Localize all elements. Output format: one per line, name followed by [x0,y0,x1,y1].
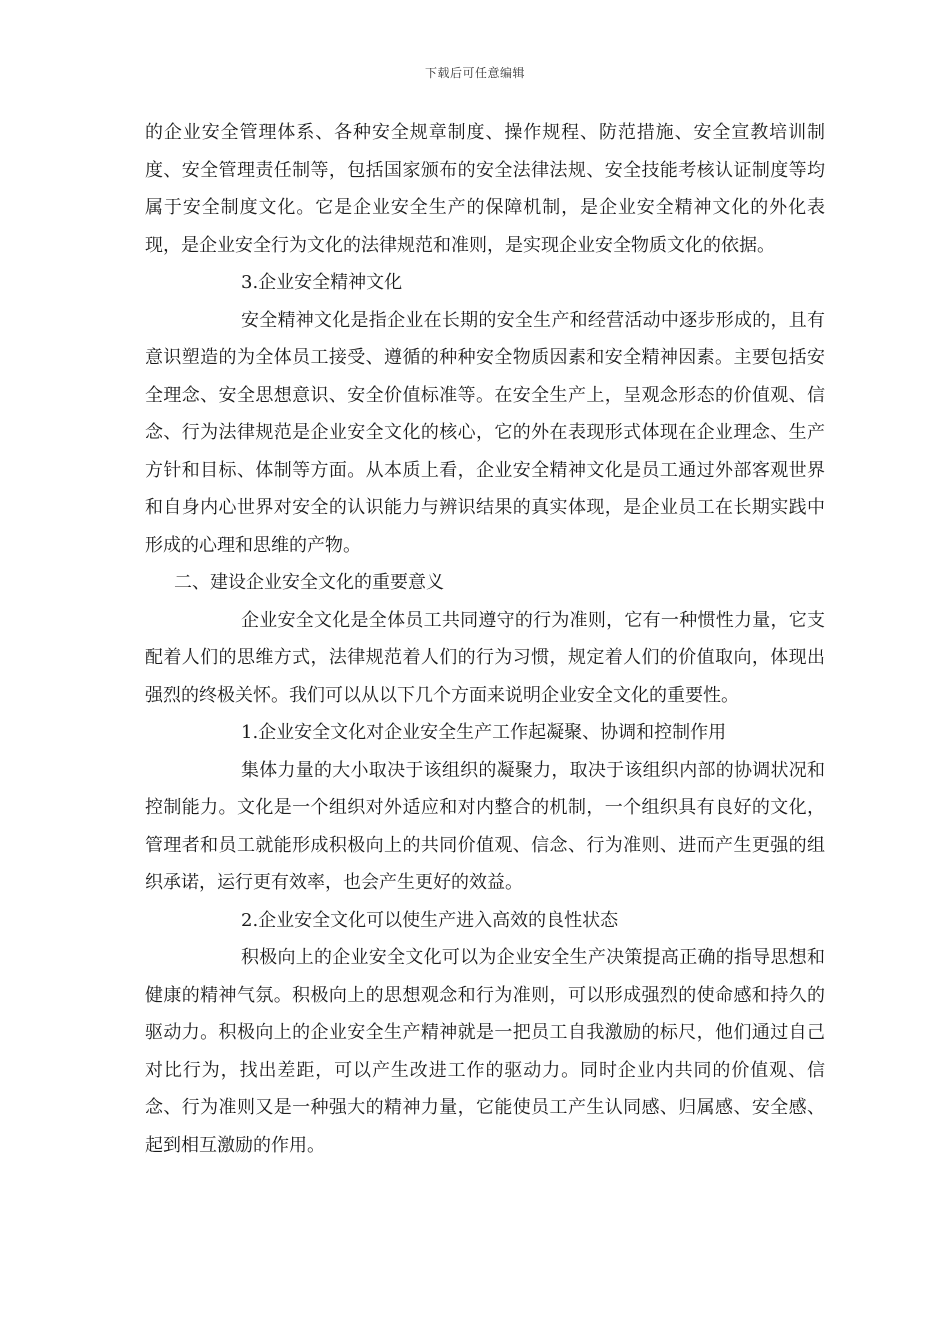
heading-efficiency: 2.企业安全文化可以使生产进入高效的良性状态 [241,909,619,931]
page-header: 下载后可任意编辑 [424,66,525,80]
paragraph-efficiency: 积极向上的企业安全文化可以为企业安全生产决策提高正确的指导思想和健康的精神气氛。积极向上的思想观念和行为准则，可以形成强烈的使命感和持久的驱动力。积极向上的企业安全生产精神就是一把员工自我激励的标尺，他们通过自己对比行为，找出差距，可以产生改进工作的驱动力。同时企业内共同的价值观、信念、行为准则又是一种强大的精神力量，它能使员工产生认同感、归属感、安全感、起到相互激励的作用。 [145,947,825,1156]
paragraph-institutional-culture: 的企业安全管理体系、各种安全规章制度、操作规程、防范措施、安全宣教培训制度、安全管理责任制等，包括国家颁布的安全法律法规、安全技能考核认证制度等均属于安全制度文化。它是企业安全生产的保障机制，是企业安全精神文化的外化表现，是企业安全行为文化的法律规范和准则，是实现企业安全物质文化的依据。 [145,122,825,256]
section-heading-significance: 二、建设企业安全文化的重要意义 [174,572,444,593]
paragraph-spiritual-culture: 安全精神文化是指企业在长期的安全生产和经营活动中逐步形成的，且有意识塑造的为全体员工接受、遵循的种种安全物质因素和安全精神因素。主要包括安全理念、安全思想意识、安全价值标准等。在安全生产上，呈观念形态的价值观、信念、行为法律规范是企业安全文化的核心，它的外在表现形式体现在企业理念、生产方针和目标、体制等方面。从本质上看，企业安全精神文化是员工通过外部客观世界和自身内心世界对安全的认识能力与辨识结果的真实体现，是企业员工在长期实践中形成的心理和思维的产物。 [145,309,825,556]
heading-cohesion: 1.企业安全文化对企业安全生产工作起凝聚、协调和控制作用 [241,722,727,743]
document-body [145,114,825,1164]
paragraph-cohesion: 集体力量的大小取决于该组织的凝聚力，取决于该组织内部的协调状况和控制能力。文化是一个组织对外适应和对内整合的机制，一个组织具有良好的文化，管理者和员工就能形成积极向上的共同价值观、信念、行为准则、进而产生更强的组织承诺，运行更有效率，也会产生更好的效益。 [145,759,825,893]
paragraph-significance: 企业安全文化是全体员工共同遵守的行为准则，它有一种惯性力量，它支配着人们的思维方式，法律规范着人们的行为习惯，规定着人们的价值取向，体现出强烈的终极关怀。我们可以从以下几个方面来说明企业安全文化的重要性。 [145,609,825,706]
heading-spiritual-culture: 3.企业安全精神文化 [241,272,403,293]
